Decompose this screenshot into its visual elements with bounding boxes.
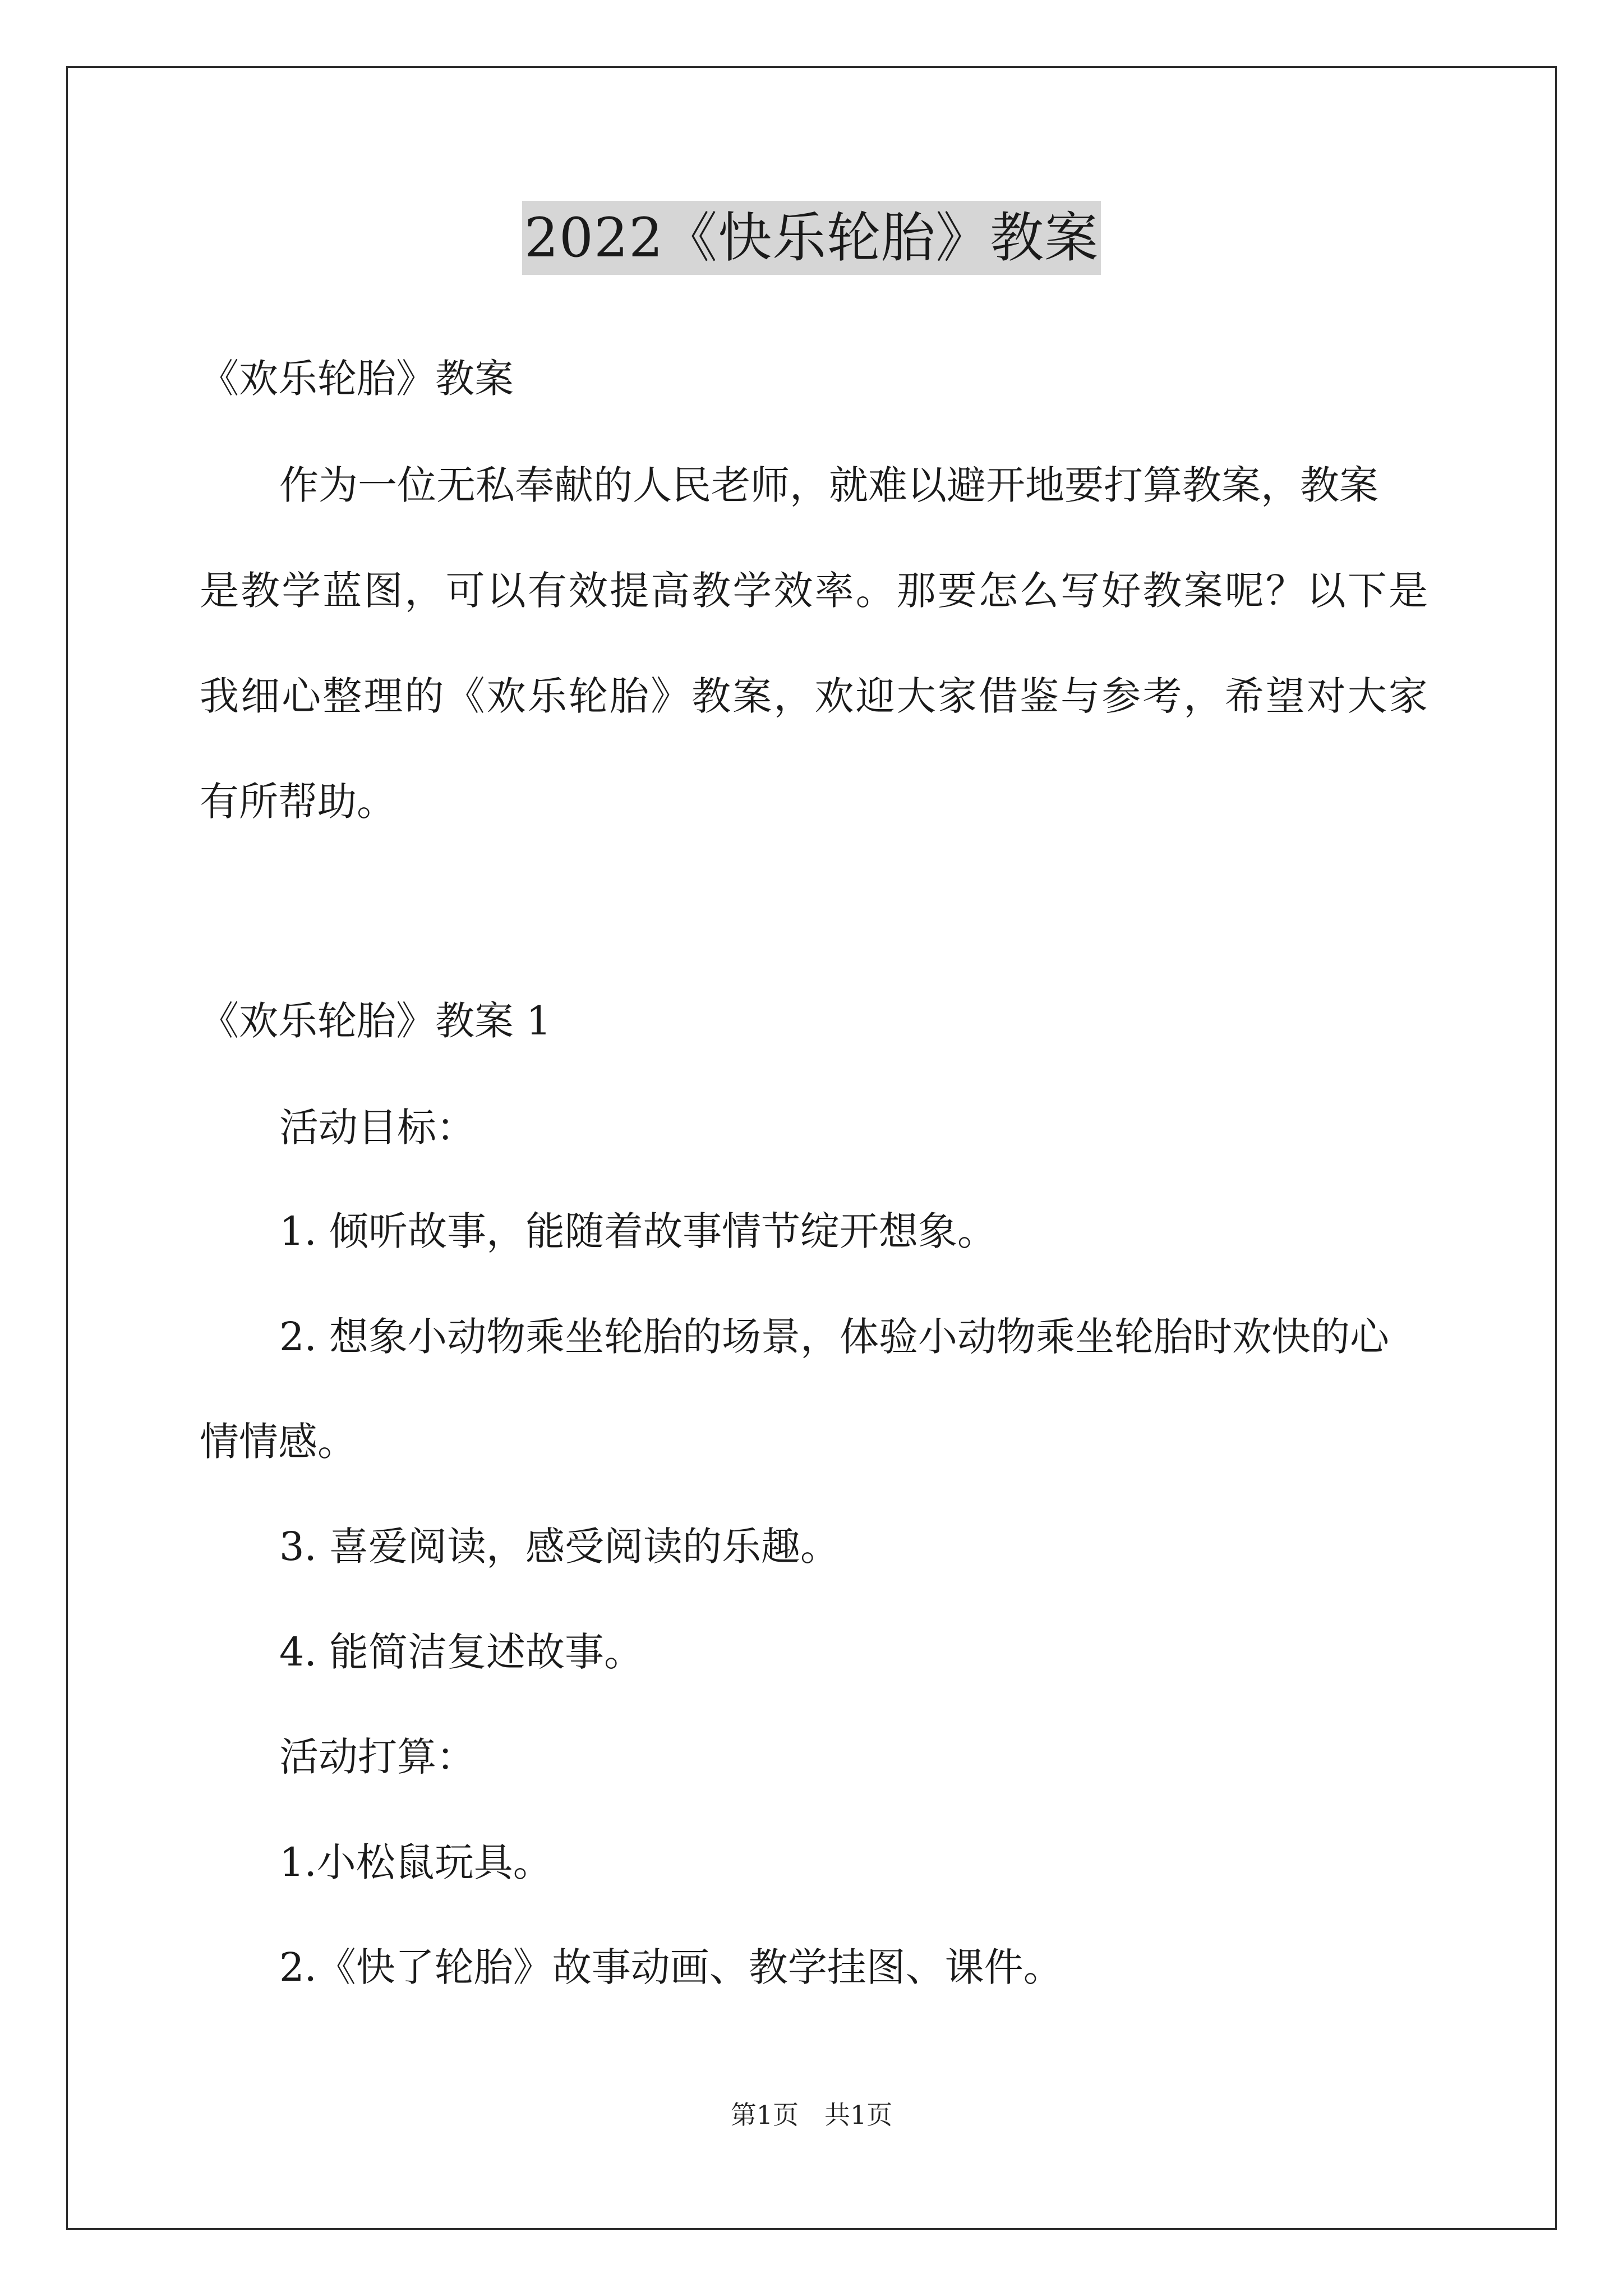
goal-item-3: 3. 喜爱阅读，感受阅读的乐趣。 [279, 1524, 840, 1570]
section-title: 《欢乐轮胎》教案 1 [200, 998, 551, 1044]
title-container [0, 201, 1623, 275]
prep-item-2: 2.《快了轮胎》故事动画、教学挂图、课件。 [279, 1944, 1063, 1990]
goals-heading: 活动目标： [279, 1105, 476, 1151]
page-number-footer: 第1页 共1页 [730, 2100, 893, 2130]
goal-item-2-continued: 情情感。 [200, 1419, 357, 1465]
goal-item-4: 4. 能简洁复述故事。 [279, 1629, 644, 1675]
intro-line-1: 作为一位无私奉献的人民老师，就难以避开地要打算教案，教案 [279, 462, 1378, 508]
goal-item-1: 1. 倾听故事，能随着故事情节绽开想象。 [279, 1208, 997, 1254]
intro-line-4: 有所帮助。 [200, 779, 396, 825]
intro-line-2: 是教学蓝图，可以有效提高教学效率。那要怎么写好教案呢？以下是 [200, 568, 1428, 614]
intro-line-3: 我细心整理的《欢乐轮胎》教案，欢迎大家借鉴与参考，希望对大家 [200, 673, 1428, 719]
document-title: 2022《快乐轮胎》教案 [522, 201, 1101, 275]
goal-item-2: 2. 想象小动物乘坐轮胎的场景，体验小动物乘坐轮胎时欢快的心 [279, 1314, 1390, 1360]
document-subtitle: 《欢乐轮胎》教案 [200, 356, 514, 402]
prep-item-1: 1.小松鼠玩具。 [279, 1839, 552, 1885]
prep-heading: 活动打算： [279, 1734, 476, 1780]
